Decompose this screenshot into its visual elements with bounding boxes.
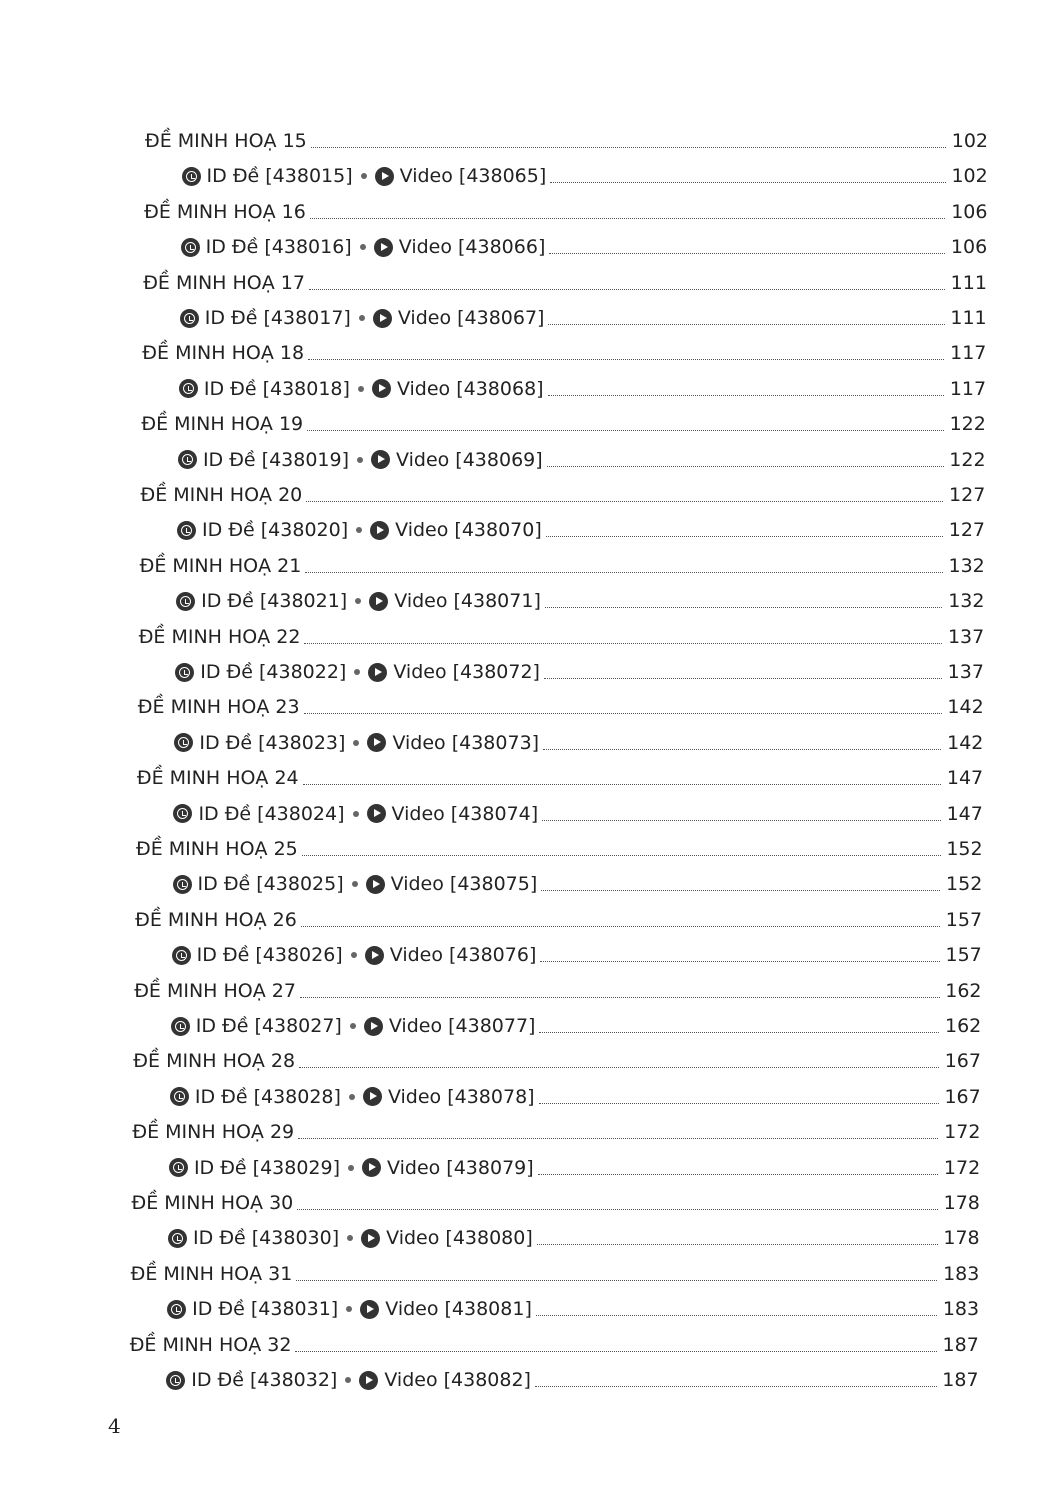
dot-leader [536, 1314, 937, 1316]
toc-sub-entry[interactable] [182, 157, 988, 187]
bullet-separator [347, 1235, 353, 1241]
play-icon [375, 167, 394, 186]
toc-sub-entry[interactable] [175, 653, 984, 683]
toc-entry-page: 157 [945, 908, 983, 931]
bullet-separator [352, 881, 358, 887]
clock-icon [181, 238, 200, 257]
play-icon [370, 521, 389, 540]
dot-leader [544, 677, 942, 679]
video-id-label[interactable]: Video [438080] [386, 1227, 533, 1250]
dot-leader [300, 996, 940, 998]
toc-entry-title: ĐỀ MINH HOẠ 23 [137, 696, 300, 719]
toc-sub-entry-labels [177, 519, 542, 541]
bullet-separator [359, 315, 365, 321]
toc-sub-entry-page: 127 [948, 519, 986, 542]
video-id-label[interactable]: Video [438071] [394, 590, 541, 613]
bullet-separator [353, 740, 359, 746]
toc-sub-entry[interactable] [173, 795, 982, 825]
exam-id-label[interactable]: ID Đề [438029] [193, 1156, 341, 1179]
dot-leader [548, 323, 944, 325]
toc-entry-page: 187 [942, 1333, 979, 1356]
video-id-label[interactable]: Video [438079] [387, 1156, 534, 1179]
toc-entry-title: ĐỀ MINH HOẠ 26 [135, 908, 297, 931]
exam-id-label[interactable]: ID Đề [438015] [206, 165, 353, 188]
toc-sub-entry-page: 178 [943, 1227, 980, 1250]
toc-sub-entry[interactable] [171, 1007, 982, 1037]
video-id-label[interactable]: Video [438076] [389, 944, 537, 967]
toc-sub-entry-page: 117 [949, 377, 987, 400]
toc-sub-entry-labels [170, 1086, 535, 1108]
toc-sub-entry[interactable] [177, 511, 985, 541]
exam-id-label[interactable]: ID Đề [438026] [196, 944, 343, 967]
video-id-label[interactable]: Video [438074] [391, 802, 539, 825]
toc-entry-title: ĐỀ MINH HOẠ 25 [136, 838, 298, 860]
toc-entry[interactable] [134, 972, 981, 1002]
exam-id-label[interactable]: ID Đề [438031] [192, 1298, 339, 1321]
toc-entry-title: ĐỀ MINH HOẠ 15 [145, 130, 307, 152]
video-id-label[interactable]: Video [438069] [396, 448, 543, 471]
toc-sub-entry[interactable] [181, 228, 988, 258]
toc-entry-title: ĐỀ MINH HOẠ 28 [133, 1050, 296, 1073]
toc-sub-entry[interactable] [173, 865, 983, 895]
toc-entry-title: ĐỀ MINH HOẠ 21 [139, 554, 302, 577]
clock-icon [169, 1158, 188, 1177]
video-id-label[interactable]: Video [438081] [385, 1298, 532, 1321]
dot-leader [540, 960, 939, 962]
toc-entry[interactable] [137, 759, 983, 789]
clock-icon [174, 733, 193, 752]
exam-id-label[interactable]: ID Đề [438023] [199, 731, 346, 754]
bullet-separator [361, 173, 367, 179]
exam-id-label[interactable]: ID Đề [438019] [202, 448, 350, 471]
toc-entry[interactable] [140, 547, 985, 577]
toc-sub-entry-labels [167, 1298, 532, 1320]
bullet-separator [348, 1165, 354, 1171]
toc-entry-page: 137 [947, 625, 985, 648]
toc-sub-entry-labels [174, 732, 539, 754]
toc-sub-entry[interactable] [180, 299, 987, 329]
bullet-separator [354, 669, 360, 675]
toc-entry[interactable] [144, 193, 987, 223]
toc-entry-title: ĐỀ MINH HOẠ 16 [144, 200, 306, 223]
toc-entry-title: ĐỀ MINH HOẠ 32 [129, 1333, 292, 1356]
toc-sub-entry-page: 187 [942, 1369, 979, 1391]
video-id-label[interactable]: Video [438072] [393, 661, 540, 683]
toc-entry[interactable] [145, 122, 988, 152]
toc-entry-page: 122 [949, 413, 986, 436]
play-icon [369, 592, 388, 611]
toc-entry-title: ĐỀ MINH HOẠ 17 [143, 271, 305, 294]
dot-leader [543, 748, 941, 750]
play-icon [366, 875, 385, 894]
exam-id-label[interactable]: ID Đề [438025] [197, 873, 344, 896]
dot-leader [546, 535, 943, 537]
clock-icon [171, 1017, 190, 1036]
clock-icon [177, 521, 196, 540]
toc-sub-entry[interactable] [168, 1219, 980, 1249]
toc-sub-entry[interactable] [172, 936, 982, 966]
dot-leader [539, 1031, 939, 1033]
dot-leader [307, 429, 944, 431]
dot-leader [545, 606, 943, 608]
exam-id-label[interactable]: ID Đề [438030] [193, 1227, 340, 1250]
play-icon [363, 1087, 382, 1106]
toc-sub-entry-page: 172 [943, 1156, 981, 1179]
dot-leader [309, 288, 945, 290]
dot-leader [304, 642, 942, 644]
toc-sub-entry-page: 102 [951, 165, 988, 188]
toc-entry-title: ĐỀ MINH HOẠ 18 [142, 342, 305, 365]
exam-id-label[interactable]: ID Đề [438024] [198, 802, 345, 825]
video-id-label[interactable]: Video [438073] [392, 731, 540, 754]
toc-entry-page: 162 [945, 979, 982, 1002]
toc-sub-entry[interactable] [166, 1361, 978, 1391]
toc-entry-page: 152 [946, 838, 983, 860]
dot-leader [306, 500, 943, 502]
exam-id-label[interactable]: ID Đề [438028] [194, 1085, 341, 1108]
toc-sub-entry[interactable] [170, 1078, 981, 1108]
clock-icon [173, 875, 192, 894]
play-icon [367, 733, 386, 752]
toc-entry[interactable] [133, 1042, 981, 1072]
dot-leader [541, 889, 940, 891]
dot-leader [303, 783, 941, 785]
toc-entry[interactable] [141, 405, 985, 435]
toc-sub-entry-labels [181, 236, 546, 258]
toc-entry-page: 172 [944, 1121, 981, 1144]
toc-entry[interactable] [139, 618, 985, 648]
toc-sub-entry-page: 152 [946, 873, 983, 896]
play-icon [368, 663, 387, 682]
play-icon [360, 1300, 379, 1319]
exam-id-label[interactable]: ID Đề [438022] [200, 661, 347, 683]
toc-entry-page: 147 [946, 767, 984, 790]
toc-entry[interactable] [143, 264, 987, 294]
toc-sub-entry-page: 111 [950, 307, 987, 329]
play-icon [359, 1371, 378, 1390]
page-number: 4 [108, 1414, 121, 1438]
toc-sub-entry-page: 183 [942, 1298, 980, 1321]
dot-leader [311, 146, 946, 148]
clock-icon [172, 946, 191, 965]
dot-leader [548, 394, 945, 396]
toc-sub-entry-labels [169, 1157, 534, 1179]
toc-entry-title: ĐỀ MINH HOẠ 22 [138, 625, 301, 648]
video-id-label[interactable]: Video [438077] [388, 1015, 536, 1037]
bullet-separator [350, 1023, 356, 1029]
toc-entry-page: 102 [951, 130, 988, 152]
toc-entry[interactable] [135, 901, 982, 931]
video-id-label[interactable]: Video [438082] [384, 1369, 531, 1391]
toc-sub-entry-page: 122 [949, 448, 986, 471]
dot-leader [305, 571, 942, 573]
bullet-separator [356, 527, 362, 533]
toc-entry-page: 142 [947, 696, 984, 719]
toc-sub-entry-labels [168, 1227, 533, 1249]
exam-id-label[interactable]: ID Đề [438016] [205, 236, 352, 259]
toc-sub-entry-page: 142 [947, 731, 984, 754]
dot-leader [299, 1066, 939, 1068]
bullet-separator [346, 1306, 352, 1312]
play-icon [365, 946, 384, 965]
toc-entry-title: ĐỀ MINH HOẠ 24 [136, 767, 299, 790]
toc-sub-entry[interactable] [178, 441, 986, 471]
dot-leader [550, 181, 945, 183]
toc-entry[interactable] [136, 830, 983, 860]
video-id-label[interactable]: Video [438078] [387, 1085, 535, 1108]
dot-leader [296, 1279, 937, 1281]
dot-leader [295, 1350, 936, 1352]
clock-icon [179, 379, 198, 398]
exam-id-label[interactable]: ID Đề [438027] [195, 1015, 342, 1037]
exam-id-label[interactable]: ID Đề [438032] [191, 1369, 338, 1391]
clock-icon [176, 592, 195, 611]
exam-id-label[interactable]: ID Đề [438018] [203, 377, 350, 400]
toc-entry-title: ĐỀ MINH HOẠ 19 [141, 413, 304, 436]
clock-icon [167, 1300, 186, 1319]
toc-entry[interactable] [141, 476, 986, 506]
toc-sub-entry-labels [180, 307, 545, 329]
toc-entry-title: ĐỀ MINH HOẠ 27 [134, 979, 296, 1002]
dot-leader [535, 1385, 937, 1387]
clock-icon [170, 1087, 189, 1106]
toc-sub-entry-labels [172, 944, 537, 966]
toc-entry-title: ĐỀ MINH HOẠ 20 [140, 484, 303, 506]
video-id-label[interactable]: Video [438075] [390, 873, 538, 896]
toc-sub-entry-labels [171, 1015, 536, 1037]
play-icon [367, 804, 386, 823]
toc-entry-title: ĐỀ MINH HOẠ 30 [131, 1192, 294, 1214]
clock-icon [168, 1229, 187, 1248]
toc-entry-page: 132 [948, 554, 985, 577]
dot-leader [542, 819, 941, 821]
toc-sub-entry[interactable] [176, 582, 984, 612]
video-id-label[interactable]: Video [438070] [395, 519, 542, 542]
toc-entry[interactable] [130, 1326, 979, 1356]
clock-icon [173, 804, 192, 823]
toc-sub-entry-labels [173, 873, 538, 895]
toc-entry-page: 106 [951, 200, 988, 223]
dot-leader [304, 712, 942, 714]
toc-entry-page: 183 [943, 1262, 980, 1285]
toc-entry-page: 167 [944, 1050, 981, 1073]
toc-entry-page: 178 [943, 1192, 980, 1214]
dot-leader [538, 1173, 938, 1175]
toc-sub-entry-labels [178, 449, 543, 471]
toc-sub-entry-page: 132 [948, 590, 985, 613]
exam-id-label[interactable]: ID Đề [438021] [201, 590, 348, 613]
play-icon [373, 309, 392, 328]
toc-entry[interactable] [131, 1255, 980, 1285]
toc-sub-entry-labels [182, 165, 547, 187]
toc-sub-entry[interactable] [169, 1149, 980, 1179]
toc-sub-entry-page: 162 [944, 1015, 982, 1037]
clock-icon [182, 167, 201, 186]
toc-sub-entry-page: 157 [945, 944, 982, 967]
dot-leader [301, 925, 940, 927]
bullet-separator [349, 1094, 355, 1100]
exam-id-label[interactable]: ID Đề [438017] [204, 307, 351, 329]
toc-sub-entry-labels [166, 1369, 531, 1391]
toc-sub-entry[interactable] [174, 724, 983, 754]
toc-entry[interactable] [132, 1113, 980, 1143]
video-id-label[interactable]: Video [438065] [399, 165, 547, 188]
toc-entry[interactable] [138, 688, 984, 718]
dot-leader [310, 217, 946, 219]
bullet-separator [355, 598, 361, 604]
toc-entry-title: ĐỀ MINH HOẠ 31 [130, 1262, 293, 1285]
clock-icon [180, 309, 199, 328]
bullet-separator [351, 952, 357, 958]
toc-sub-entry-page: 106 [950, 236, 988, 259]
toc-sub-entry-labels [173, 803, 538, 825]
clock-icon [166, 1371, 185, 1390]
toc-sub-entry[interactable] [179, 370, 986, 400]
bullet-separator [360, 244, 366, 250]
video-id-label[interactable]: Video [438067] [397, 307, 545, 329]
dot-leader [302, 854, 941, 856]
toc-entry[interactable] [142, 334, 986, 364]
play-icon [374, 238, 393, 257]
exam-id-label[interactable]: ID Đề [438020] [202, 519, 349, 542]
dot-leader [308, 358, 944, 360]
bullet-separator [345, 1377, 351, 1383]
toc-entry-page: 117 [950, 342, 987, 365]
bullet-separator [357, 457, 363, 463]
clock-icon [178, 450, 197, 469]
dot-leader [298, 1137, 938, 1139]
toc-entry-page: 127 [949, 484, 986, 506]
toc-sub-entry-labels [179, 378, 544, 400]
video-id-label[interactable]: Video [438066] [398, 236, 546, 259]
play-icon [371, 450, 390, 469]
play-icon [361, 1229, 380, 1248]
dot-leader [539, 1102, 939, 1104]
toc-sub-entry-labels [175, 661, 540, 683]
dot-leader [297, 1208, 938, 1210]
toc-sub-entry[interactable] [167, 1290, 979, 1320]
toc-entry[interactable] [132, 1184, 980, 1214]
play-icon [362, 1158, 381, 1177]
dot-leader [537, 1243, 938, 1245]
toc-sub-entry-page: 167 [944, 1085, 981, 1108]
toc-sub-entry-labels [176, 590, 541, 612]
bullet-separator [353, 811, 359, 817]
toc-entry-title: ĐỀ MINH HOẠ 29 [132, 1121, 295, 1144]
clock-icon [175, 663, 194, 682]
toc-sub-entry-page: 147 [946, 802, 983, 825]
bullet-separator [358, 386, 364, 392]
play-icon [364, 1017, 383, 1036]
video-id-label[interactable]: Video [438068] [396, 377, 544, 400]
toc-sub-entry-page: 137 [947, 661, 984, 683]
dot-leader [547, 465, 944, 467]
dot-leader [549, 252, 945, 254]
play-icon [372, 379, 391, 398]
toc-entry-page: 111 [950, 271, 987, 294]
